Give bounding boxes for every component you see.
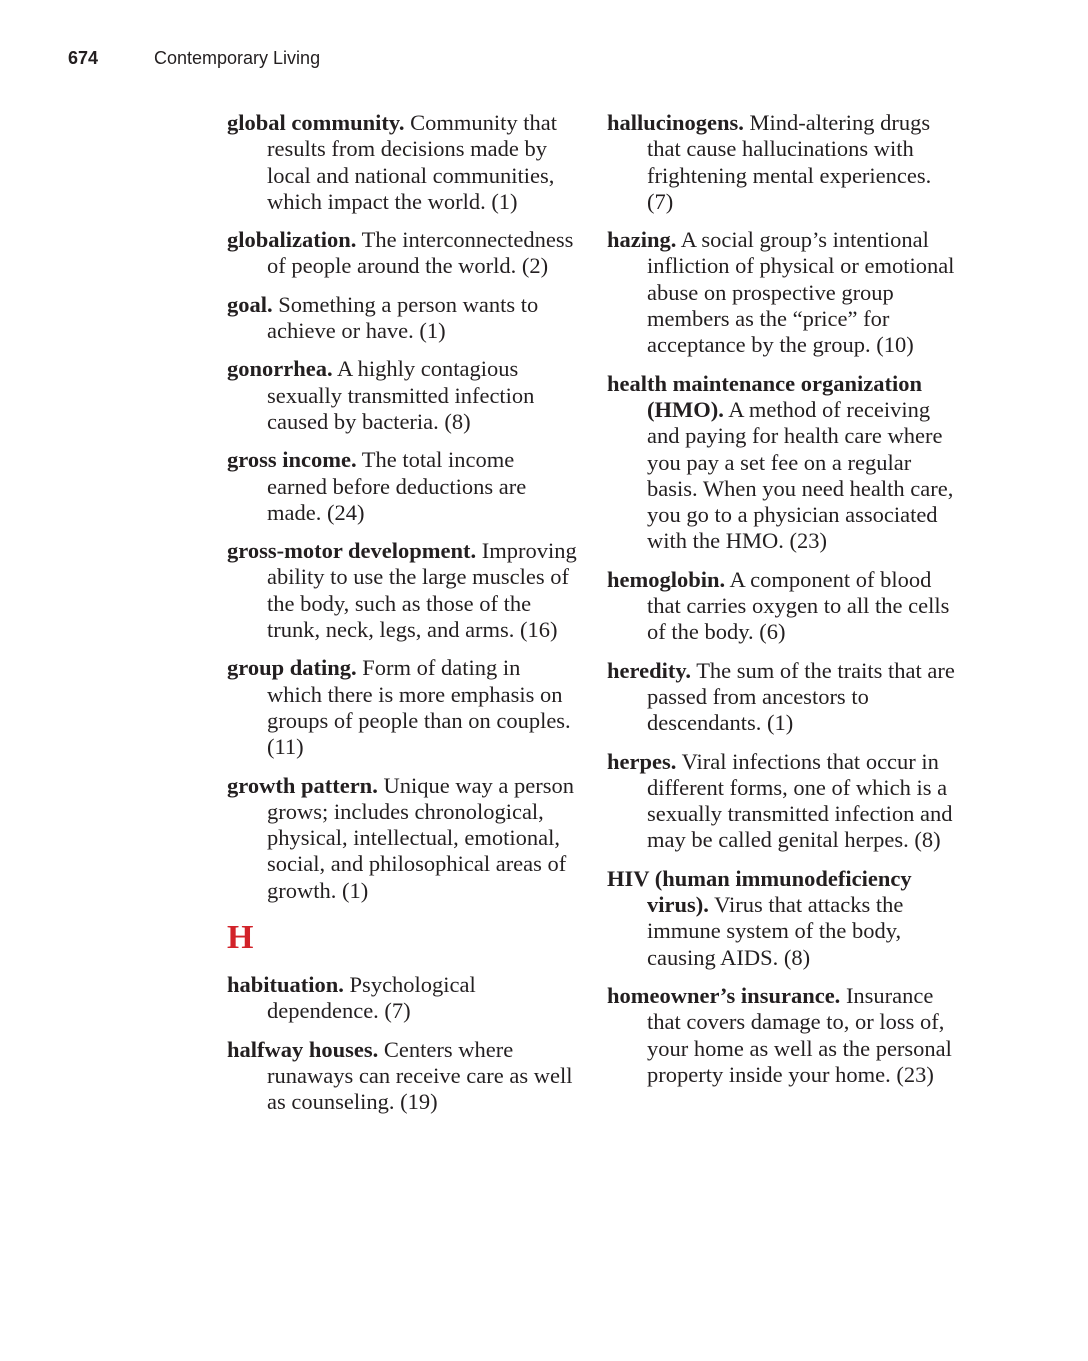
glossary-column-right [607, 110, 963, 1100]
running-title: Contemporary Living [154, 48, 321, 68]
glossary-entry [227, 356, 577, 435]
glossary-definition: The total income earned before deductions are made. (24) [267, 447, 527, 525]
glossary-entry [607, 749, 963, 854]
glossary-definition: Viral infections that occur in different forms, one of which is a sexually transmitted infection and may be called genital herpes. (8) [647, 748, 953, 853]
glossary-term: heredity. [607, 657, 691, 683]
glossary-term: globalization. [227, 227, 357, 253]
glossary-definition: Unique way a person grows; includes chronological, physical, intellectual, emotional, social, and philosophical areas of growth. (1) [267, 772, 575, 903]
glossary-entry [227, 972, 577, 1025]
section-letter-heading: H [227, 919, 254, 957]
glossary-entry [607, 658, 963, 737]
page-number: 674 [68, 48, 99, 68]
glossary-term: gross income. [227, 447, 357, 473]
page-header [68, 48, 320, 78]
glossary-definition: A component of blood that carries oxygen to all the cells of the body. (6) [647, 566, 950, 645]
glossary-definition: Psychological dependence. (7) [267, 972, 476, 1024]
glossary-definition: Centers where runaways can receive care as well as counseling. (19) [267, 1036, 573, 1115]
glossary-entry [607, 983, 963, 1088]
glossary-term: HIV (human immunodeficiency virus). [607, 865, 912, 918]
glossary-term: hemoglobin. [607, 566, 726, 592]
glossary-term: halfway houses. [227, 1036, 379, 1062]
glossary-term: global community. [227, 110, 405, 135]
glossary-column-left [227, 110, 577, 1128]
glossary-entry [227, 447, 577, 526]
glossary-entry [227, 655, 577, 760]
glossary-term: hazing. [607, 227, 677, 253]
glossary-term: homeowner’s insurance. [607, 982, 841, 1008]
glossary-term: goal. [227, 291, 273, 317]
glossary-definition: Form of dating in which there is more emphasis on groups of people than on couples. (11) [267, 655, 571, 760]
glossary-entry [227, 1037, 577, 1116]
glossary-entry [607, 110, 963, 215]
glossary-definition: The interconnectedness of people around the world. (2) [267, 227, 574, 279]
glossary-definition: Improving ability to use the large muscles of the body, such as those of the trunk, neck, legs, and arms. (16) [267, 538, 577, 643]
glossary-term: gonorrhea. [227, 356, 333, 382]
glossary-entry [227, 227, 577, 280]
glossary-entry [227, 292, 577, 345]
glossary-definition: The sum of the traits that are passed from ancestors to descendants. (1) [647, 657, 955, 736]
glossary-entry [607, 227, 963, 358]
glossary-term: growth pattern. [227, 772, 378, 798]
glossary-term: health maintenance organization (HMO). [607, 370, 922, 422]
glossary-entry [607, 866, 963, 971]
glossary-definition: Insurance that covers damage to, or loss of, your home as well as the personal property inside your home. (23) [647, 982, 952, 1087]
glossary-entry [607, 371, 963, 555]
glossary-entry [227, 538, 577, 643]
glossary-definition: Community that results from decisions made by local and national communities, which impact the world. (1) [267, 110, 558, 214]
glossary-entry [227, 110, 577, 215]
glossary-definition: A social group’s intentional infliction of physical or emotional abuse on prospective group members as the “price” for acceptance by the group. (10) [647, 227, 955, 358]
glossary-term: gross-motor development. [227, 538, 477, 564]
glossary-term: hallucinogens. [607, 110, 744, 135]
glossary-definition: Virus that attacks the immune system of the body, causing AIDS. (8) [647, 892, 904, 970]
glossary-term: herpes. [607, 748, 677, 774]
glossary-definition: A method of receiving and paying for health care where you pay a set fee on a regular basis. When you need health care, you go to a physician associated with the HMO. (23) [647, 396, 954, 554]
glossary-definition: A highly contagious sexually transmitted infection caused by bacteria. (8) [267, 356, 535, 434]
glossary-term: group dating. [227, 655, 357, 681]
glossary-entry [607, 567, 963, 646]
glossary-entry [227, 773, 577, 904]
glossary-definition: Something a person wants to achieve or have. (1) [267, 291, 539, 344]
glossary-definition: Mind-altering drugs that cause hallucinations with frightening mental experiences. (7) [647, 110, 932, 214]
glossary-term: habituation. [227, 972, 344, 998]
